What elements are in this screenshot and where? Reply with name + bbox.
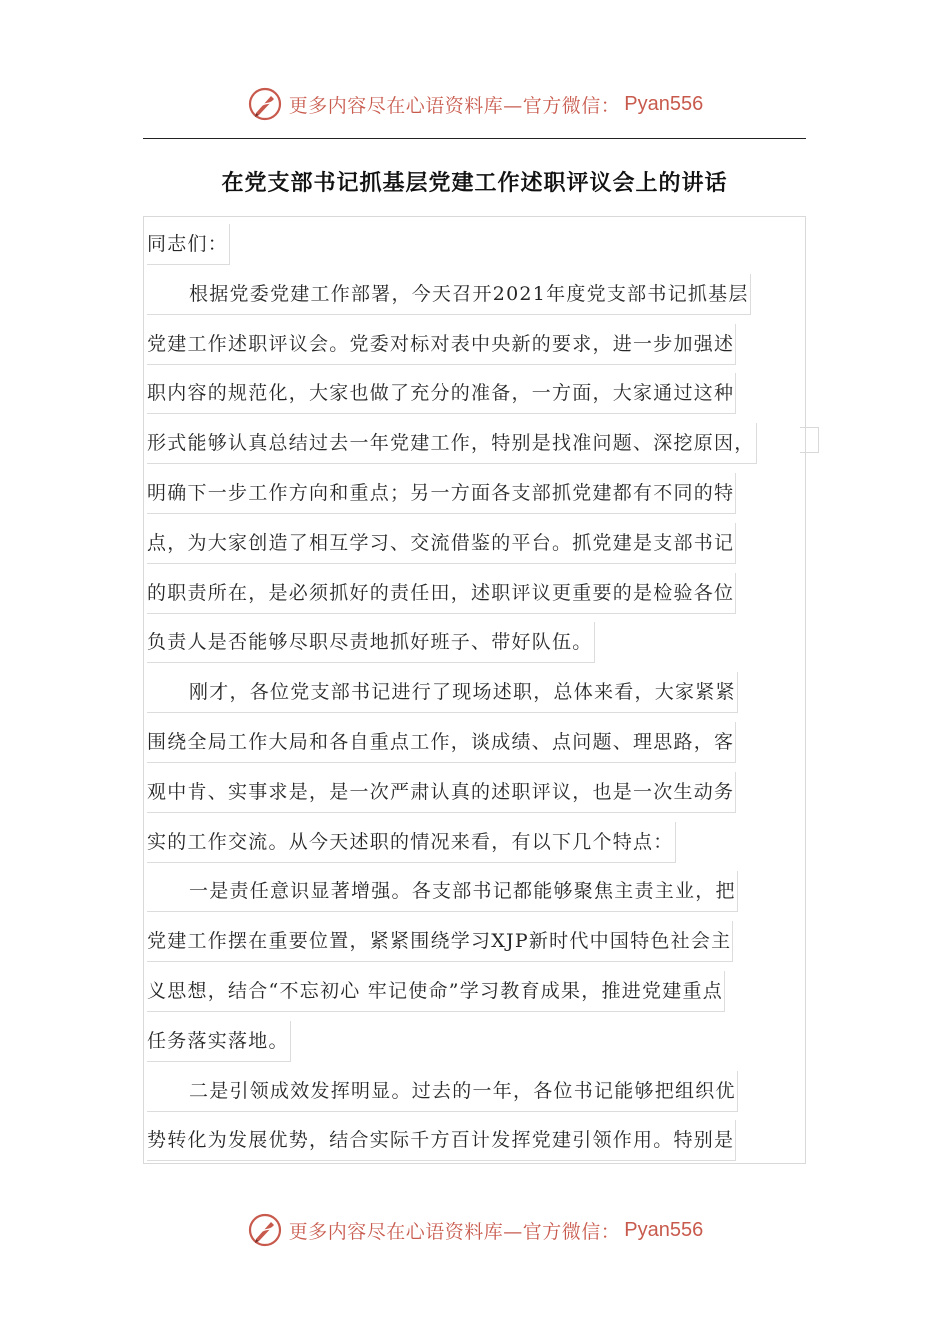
text-line	[147, 421, 805, 471]
text-line	[147, 471, 805, 521]
text-line	[147, 222, 805, 272]
text-line-content: 职内容的规范化，大家也做了充分的准备，一方面，大家通过这种	[147, 373, 736, 414]
text-line	[147, 670, 805, 720]
text-line-content: 二是引领成效发挥明显。过去的一年，各位书记能够把组织优	[147, 1071, 738, 1112]
text-line-content: 义思想，结合“不忘初心 牢记使命”学习教育成果，推进党建重点	[147, 971, 725, 1012]
text-line	[147, 820, 805, 870]
watermark-text: 更多内容尽在心语资料库—官方微信：	[288, 94, 621, 117]
text-line-content: 围绕全局工作大局和各自重点工作，谈成绩、点问题、理思路，客	[147, 722, 736, 763]
text-line-content: 形式能够认真总结过去一年党建工作，特别是找准问题、深挖原因，	[147, 423, 757, 464]
document-body	[147, 222, 805, 1168]
text-line	[147, 521, 805, 571]
text-line	[147, 1019, 805, 1069]
header-divider	[143, 138, 806, 139]
text-line	[147, 869, 805, 919]
text-line-content: 的职责所在，是必须抓好的责任田，述职评议更重要的是检验各位	[147, 573, 736, 614]
text-line-content: 任务落实落地。	[147, 1021, 291, 1062]
document-title: 在党支部书记抓基层党建工作述职评议会上的讲话	[221, 171, 728, 196]
text-line	[147, 1118, 805, 1168]
text-line	[147, 969, 805, 1019]
footer-watermark	[0, 1208, 950, 1252]
text-line	[147, 1069, 805, 1119]
text-line-content: 点，为大家创造了相互学习、交流借鉴的平台。抓党建是支部书记	[147, 523, 736, 564]
watermark-wechat-id: Pyan556	[624, 92, 704, 115]
text-line	[147, 770, 805, 820]
header-watermark	[0, 82, 950, 126]
watermark-text: 更多内容尽在心语资料库—官方微信：	[288, 1220, 621, 1243]
watermark-wechat-id: Pyan556	[624, 1218, 704, 1241]
text-line-content: 党建工作述职评议会。党委对标对表中央新的要求，进一步加强述	[147, 324, 736, 365]
text-line-content: 实的工作交流。从今天述职的情况来看，有以下几个特点：	[147, 822, 676, 863]
text-line-content: 势转化为发展优势，结合实际千方百计发挥党建引领作用。特别是	[147, 1120, 736, 1161]
text-line-content: 根据党委党建工作部署，今天召开2021年度党支部书记抓基层	[147, 274, 751, 315]
text-line	[147, 720, 805, 770]
text-line	[147, 371, 805, 421]
text-line	[147, 322, 805, 372]
text-line-content: 同志们：	[147, 224, 230, 265]
text-line	[147, 620, 805, 670]
pen-logo-icon	[247, 86, 283, 122]
text-line	[147, 571, 805, 621]
text-line-content: 一是责任意识显著增强。各支部书记都能够聚焦主责主业，把	[147, 871, 738, 912]
text-line-content: 负责人是否能够尽职尽责地抓好班子、带好队伍。	[147, 622, 595, 663]
text-line-content: 刚才，各位党支部书记进行了现场述职，总体来看，大家紧紧	[147, 672, 738, 713]
text-line	[147, 919, 805, 969]
text-line	[147, 272, 805, 322]
pen-logo-icon	[247, 1212, 283, 1248]
text-line-content: 观中肯、实事求是，是一次严肃认真的述职评议，也是一次生动务	[147, 772, 736, 813]
text-line-content: 党建工作摆在重要位置，紧紧围绕学习XJP新时代中国特色社会主	[147, 921, 733, 962]
text-line-content: 明确下一步工作方向和重点；另一方面各支部抓党建都有不同的特	[147, 473, 736, 514]
